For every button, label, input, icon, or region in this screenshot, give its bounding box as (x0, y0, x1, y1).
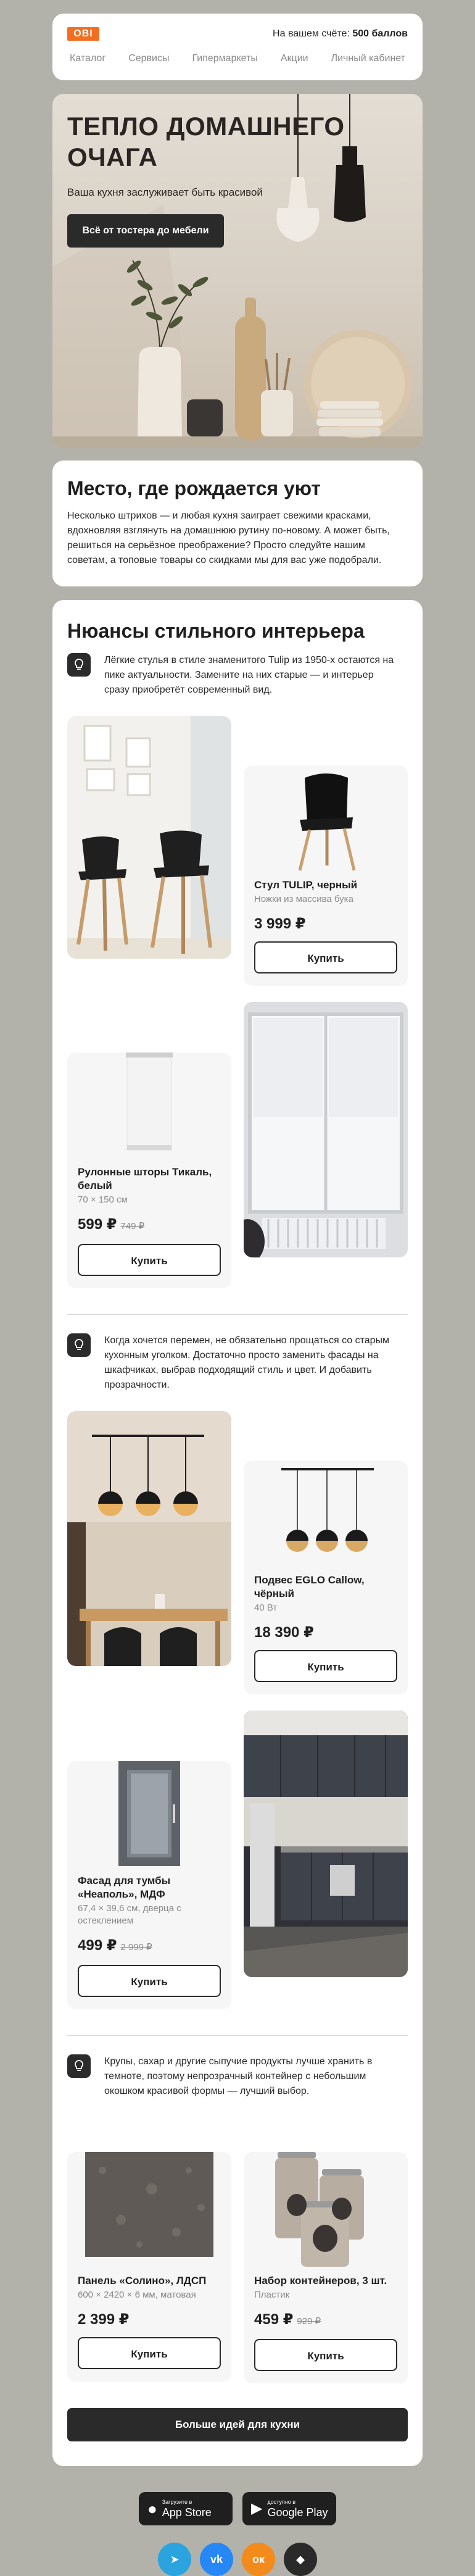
product-image-facade (78, 1761, 221, 1869)
product-row (67, 716, 408, 986)
gplay-big-label: Google Play (267, 2506, 328, 2519)
product-desc: 70 × 150 см (78, 1194, 128, 1205)
tip-2 (67, 1333, 408, 1393)
balance-label: На вашем счёте: (273, 28, 350, 39)
product-desc: Ножки из массива бука (254, 894, 353, 904)
dining-photo (67, 1411, 231, 1666)
social-icon[interactable]: ◆ (284, 2543, 317, 2576)
balance[interactable] (273, 27, 408, 41)
product-price (78, 1216, 221, 1235)
nav-promos[interactable]: Акции (280, 53, 308, 64)
price-current: 2 399 ₽ (78, 2311, 130, 2328)
product-price (78, 1937, 221, 1956)
nav-account[interactable]: Личный кабинет (331, 53, 405, 64)
product-row (67, 1002, 408, 1288)
buy-button[interactable]: Купить (78, 1244, 221, 1276)
product-desc: Пластик (254, 2290, 290, 2300)
kitchen-photo (244, 1711, 408, 1977)
hero-title: ТЕПЛО ДОМАШНЕГО ОЧАГА (67, 112, 345, 172)
more-ideas-button[interactable]: Больше идей для кухни (67, 2408, 408, 2441)
buy-button[interactable]: Купить (254, 1650, 397, 1682)
lightbulb-icon (67, 1333, 91, 1357)
price-current: 3 999 ₽ (254, 915, 306, 932)
intro-section (52, 461, 423, 586)
product-image-chair (254, 765, 397, 873)
price-current: 499 ₽ (78, 1937, 117, 1954)
price-old: 2 999 ₽ (120, 1942, 152, 1953)
nav-services[interactable]: Сервисы (128, 53, 170, 64)
product-card[interactable] (244, 1461, 408, 1694)
product-name[interactable]: Набор контейнеров, 3 шт. (254, 2275, 387, 2286)
product-desc: 600 × 2420 × 6 мм, матовая (78, 2290, 196, 2300)
hero-banner[interactable] (52, 94, 423, 448)
app-store-button[interactable] (139, 2492, 233, 2525)
price-current: 18 390 ₽ (254, 1624, 314, 1641)
hero-cta-button[interactable]: Всё от тостера до мебели (67, 214, 224, 248)
tip-text: Лёгкие стулья в стиле знаменитого Tulip из 1950-х остаются на пике актуальности. Замените на них старые — и интерьер сразу приобретёт современный вид. (104, 655, 394, 695)
product-card[interactable] (67, 2152, 231, 2382)
buy-button[interactable]: Купить (254, 941, 397, 973)
balance-value: 500 баллов (352, 28, 408, 39)
tip-3 (67, 2054, 408, 2099)
price-old: 929 ₽ (297, 2316, 321, 2327)
tip-text: Когда хочется перемен, не обязательно прощаться со старым кухонным уголком. Достаточно просто заменить фасады на шкафчиках, выбрав подходящий стиль и цвет. И добавить прозрачности. (104, 1335, 390, 1390)
price-current: 599 ₽ (78, 1216, 117, 1233)
product-card[interactable] (67, 1761, 231, 2009)
product-name[interactable]: Подвес EGLO Callow, чёрный (254, 1574, 365, 1599)
product-desc: 40 Вт (254, 1603, 278, 1613)
price-current: 459 ₽ (254, 2311, 294, 2328)
intro-title: Место, где рождается уют (67, 477, 321, 499)
tip-text: Крупы, сахар и другие сыпучие продукты лучше хранить в темноте, поэтому непрозрачный контейнер с небольшим окошком красивой формы — лучший выбор. (104, 2056, 373, 2096)
top-nav (70, 53, 405, 64)
divider (67, 2035, 408, 2036)
product-card[interactable] (244, 2152, 408, 2383)
tip-1 (67, 653, 408, 698)
apple-icon: ● (147, 2499, 157, 2518)
product-name[interactable]: Фасад для тумбы «Неаполь», МДФ (78, 1875, 171, 1900)
gplay-small-label: доступно в (267, 2498, 296, 2505)
product-row (67, 1711, 408, 2009)
product-name[interactable]: Рулонные шторы Тикаль, белый (78, 1166, 212, 1191)
product-card[interactable] (244, 765, 408, 986)
ok-icon[interactable]: ок (242, 2543, 275, 2576)
chairs-photo (67, 716, 231, 959)
social-links (52, 2543, 423, 2576)
divider (67, 1314, 408, 1315)
section-title: Нюансы стильного интерьера (67, 620, 365, 642)
buy-button[interactable]: Купить (78, 1965, 221, 1997)
google-play-icon: ▶ (251, 2500, 263, 2517)
lightbulb-icon (67, 653, 91, 677)
product-price (78, 2311, 221, 2328)
hero-subtitle: Ваша кухня заслуживает быть красивой (67, 186, 263, 198)
intro-text: Несколько штрихов — и любая кухня заиграет свежими красками, вдохновляя взглянуть на домашнюю рутину по-новому. А может быть, решиться на серьёзное преображение? Просто следуйте нашим советам, а топовые товары со скидками мы для вас уже подобрали. (67, 511, 390, 565)
product-price (254, 915, 397, 933)
product-image-blinds (78, 1052, 221, 1161)
product-row (67, 1411, 408, 1694)
price-old: 749 ₽ (120, 1221, 145, 1232)
product-row (67, 2130, 408, 2383)
product-name[interactable]: Панель «Солино», ЛДСП (78, 2275, 207, 2286)
buy-button[interactable]: Купить (78, 2337, 221, 2369)
window-photo (244, 1002, 408, 1257)
product-image-panel (78, 2152, 221, 2269)
telegram-icon[interactable]: ➤ (158, 2543, 191, 2576)
product-desc: 67,4 × 39,6 см, дверца с остеклением (78, 1903, 181, 1926)
appstore-big-label: App Store (162, 2506, 212, 2519)
product-name[interactable]: Стул TULIP, черный (254, 879, 358, 891)
obi-logo[interactable]: OBI (67, 27, 99, 41)
product-card[interactable] (67, 1052, 231, 1288)
product-image-pendant (254, 1461, 397, 1569)
interior-section (52, 600, 423, 2466)
nav-stores[interactable]: Гипермаркеты (192, 53, 258, 64)
product-price (254, 1624, 397, 1641)
nav-catalog[interactable]: Каталог (70, 53, 106, 64)
google-play-button[interactable] (242, 2492, 336, 2525)
appstore-small-label: Загрузите в (162, 2498, 192, 2505)
product-price (254, 2311, 397, 2330)
product-image-containers (254, 2152, 397, 2269)
vk-icon[interactable]: vk (200, 2543, 233, 2576)
buy-button[interactable]: Купить (254, 2339, 397, 2371)
app-links (52, 2492, 423, 2525)
lightbulb-icon (67, 2054, 91, 2078)
header (52, 14, 423, 80)
